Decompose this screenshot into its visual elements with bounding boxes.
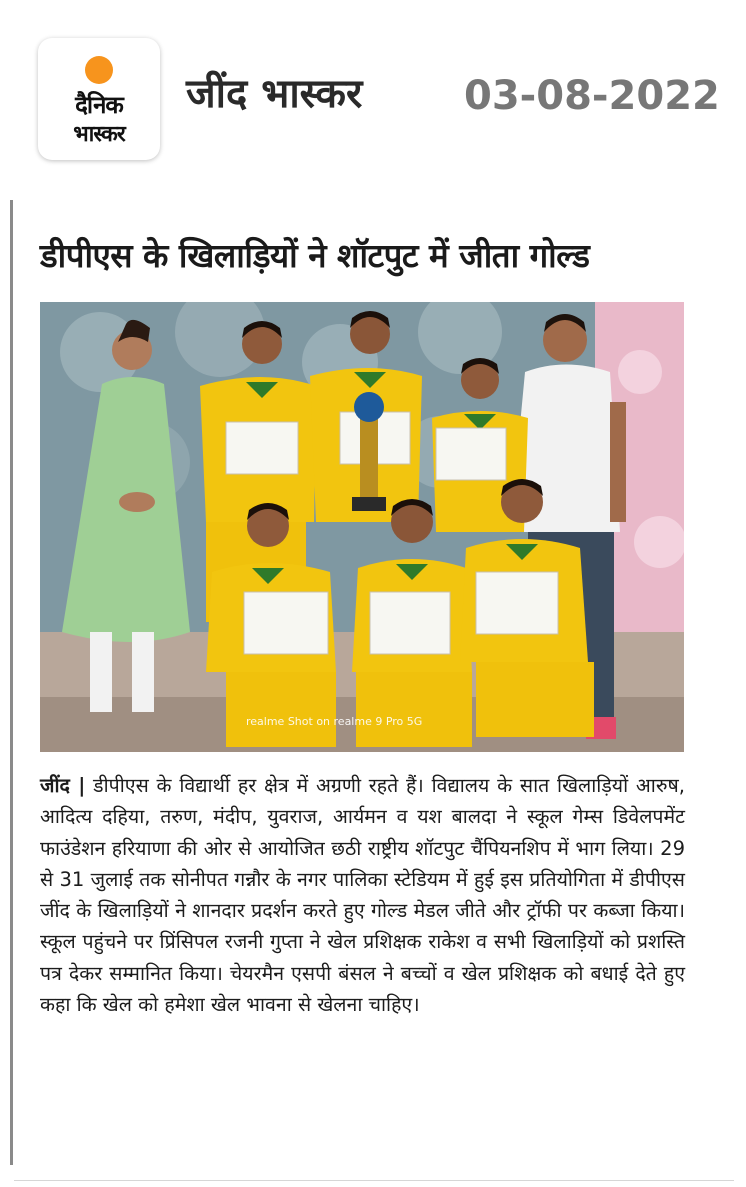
logo-text-line1: दैनिक bbox=[75, 91, 123, 119]
article-headline: डीपीएस के खिलाड़ियों ने शॉटपुट में जीता गोल्ड bbox=[40, 236, 590, 275]
article-body bbox=[40, 770, 685, 1020]
dainik-bhaskar-logo bbox=[38, 38, 160, 160]
article-body-text: डीपीएस के विद्यार्थी हर क्षेत्र में अग्रणी रहते हैं। विद्यालय के सात खिलाड़ियों आरुष, आदित्य दहिया, तरुण, मंदीप, युवराज, आर्यमन व यश बालदा ने स्कूल गेम्स डिवेलपमेंट फाउंडेशन हरियाणा की ओर से आयोजित छठी राष्ट्रीय शॉटपुट चैंपियनशिप में भाग लिया। 29 से 31 जुलाई तक सोनीपत गन्नौर के नगर पालिका स्टेडियम में हुई इस प्रतियोगिता में डीपीएस जींद के खिलाड़ियों ने शानदार प्रदर्शन करते हुए गोल्ड मेडल जीते और ट्रॉफी पर कब्जा किया। स्कूल पहुंचने पर प्रिंसिपल रजनी गुप्ता ने खेल प्रशिक्षक राकेश व सभी खिलाड़ियों को प्रशस्ति पत्र देकर सम्मानित किया। चेयरमैन एसपी बंसल ने बच्चों व खेल प्रशिक्षक को बधाई देते हुए कहा कि खेल को हमेशा खेल भावना से खेलना चाहिए। bbox=[40, 774, 685, 1017]
edition-name: जींद भास्कर bbox=[186, 71, 363, 117]
photo-watermark: realme Shot on realme 9 Pro 5G bbox=[246, 715, 423, 728]
logo-sun-icon bbox=[85, 56, 113, 84]
article-dateline: जींद | bbox=[40, 774, 86, 797]
team-photo bbox=[40, 302, 684, 752]
bottom-rule bbox=[14, 1180, 734, 1181]
edition-date: 03-08-2022 bbox=[464, 73, 720, 119]
logo-text-line2: भास्कर bbox=[73, 122, 125, 147]
column-rule bbox=[10, 200, 13, 1165]
